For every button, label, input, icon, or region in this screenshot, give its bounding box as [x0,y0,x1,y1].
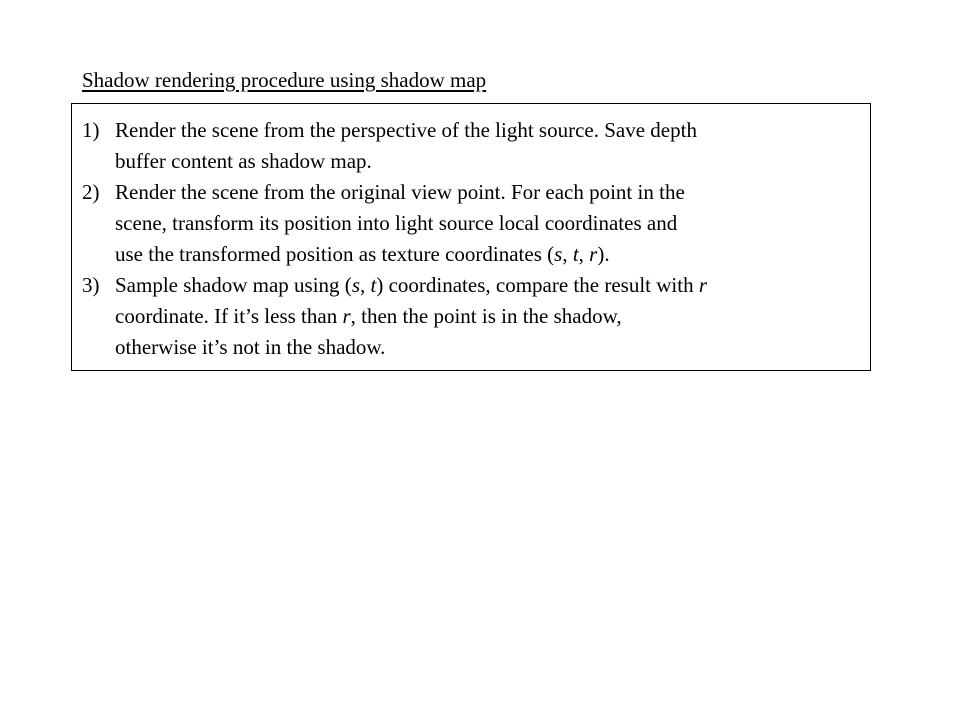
step-text [115,270,866,363]
step-item-2 [82,177,866,270]
step-line: otherwise it’s not in the shadow. [115,335,386,359]
slide-title: Shadow rendering procedure using shadow map [82,68,487,92]
step-item-1 [82,115,866,177]
step-line: scene, transform its position into light source local coordinates and [115,211,678,235]
step-line: coordinate. If it’s less than r, then the point is in the shadow, [115,304,622,328]
step-line: Sample shadow map using (s, t) coordinates, compare the result with r [115,273,708,297]
step-number: 3) [82,273,100,297]
step-line: Render the scene from the original view point. For each point in the [115,180,685,204]
step-line: Render the scene from the perspective of the light source. Save depth [115,118,697,142]
step-text [115,177,866,270]
step-line: buffer content as shadow map. [115,149,372,173]
step-number: 1) [82,118,100,142]
step-text [115,115,866,177]
step-number: 2) [82,180,100,204]
step-item-3 [82,270,866,363]
step-list [82,115,866,363]
step-line: use the transformed position as texture coordinates (s, t, r). [115,242,610,266]
procedure-box [71,103,871,371]
